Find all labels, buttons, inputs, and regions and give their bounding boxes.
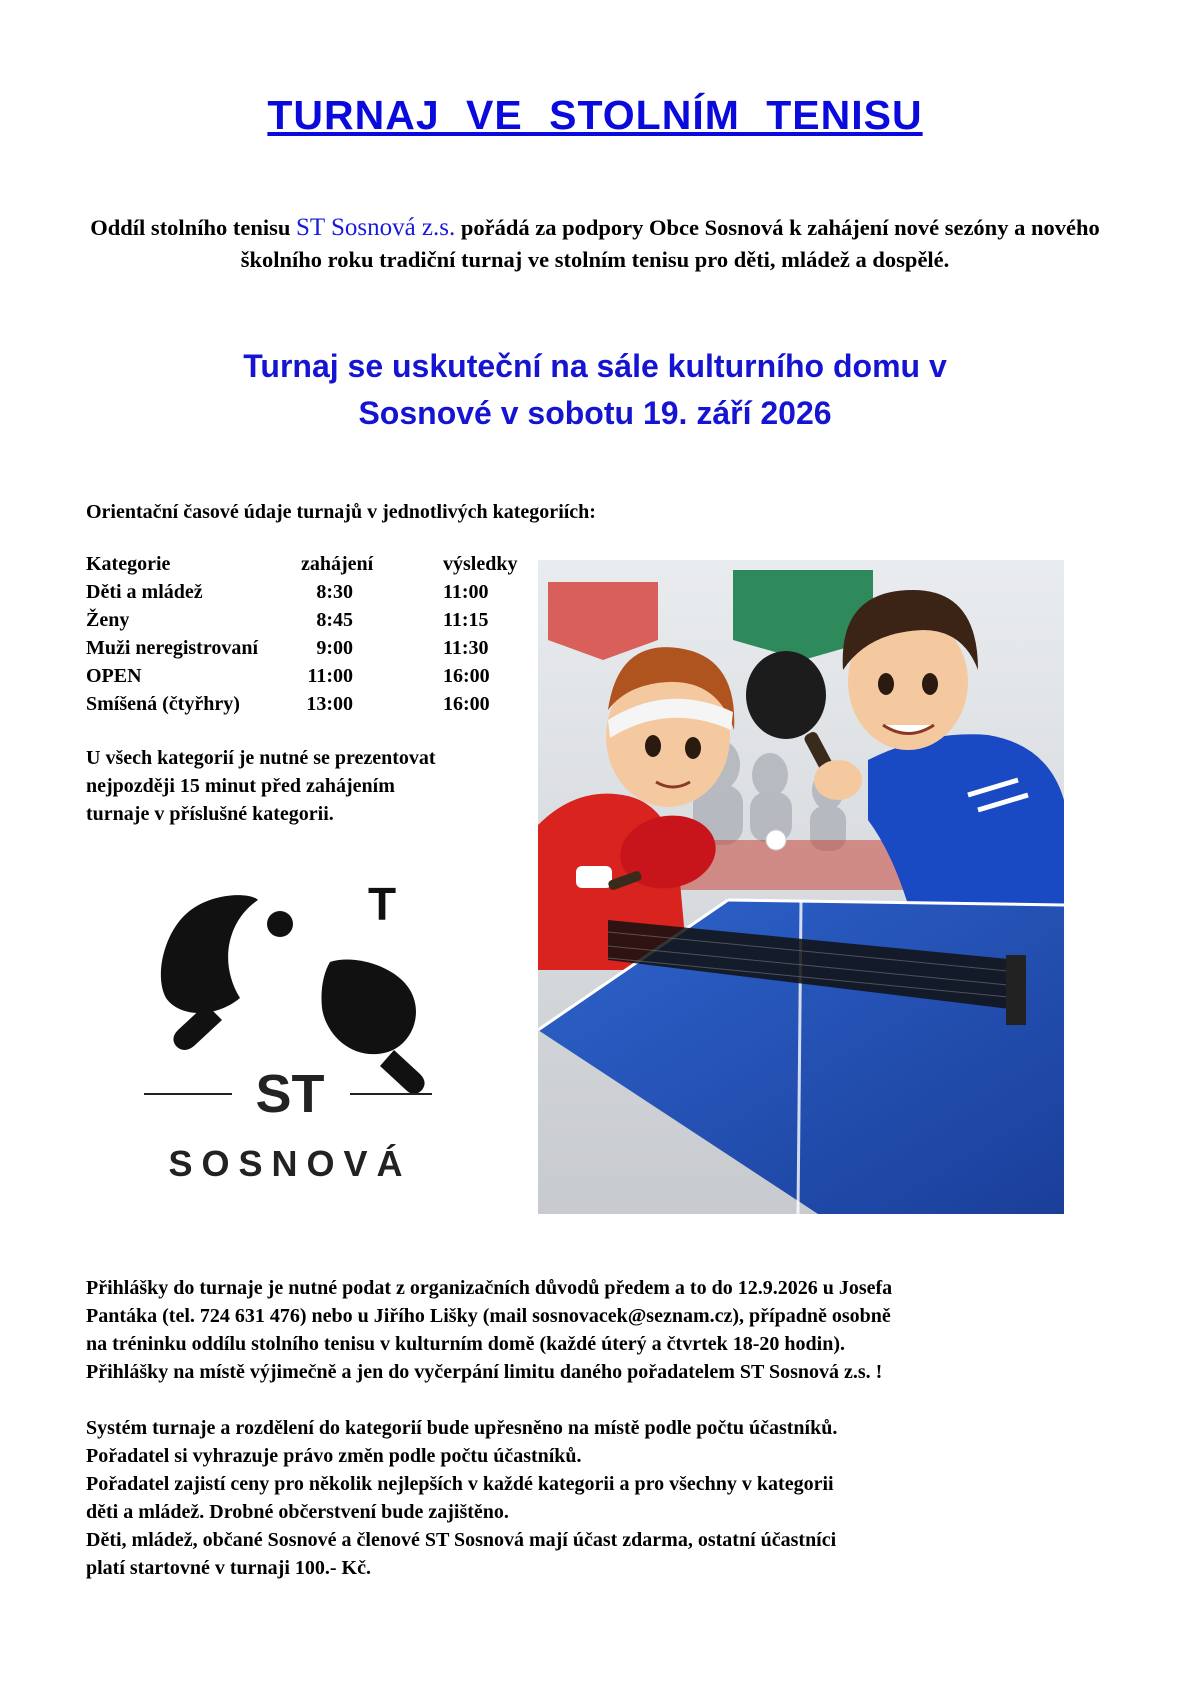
registration-line-2: Pantáka (tel. 724 631 476) nebo u Jiřího Lišky (mail sosnovacek@seznam.cz), případně osobně [86,1305,891,1327]
results-time-cell: 11:15 [443,609,489,631]
registration-line-4: Přihlášky na místě výjimečně a jen do vyčerpání limitu daného pořadatelem ST Sosnová z.s. ! [86,1361,883,1383]
system-line-1: Systém turnaje a rozdělení do kategorií bude upřesněno na místě podle počtu účastníků. [86,1417,838,1439]
table-tennis-players-illustration [538,560,1064,1214]
logo-club-name: SOSNOVÁ [168,1143,412,1184]
schedule-row [86,665,543,693]
schedule-row [86,693,543,721]
header-category: Kategorie [86,553,171,575]
poster-title: TURNAJ VE STOLNÍM TENISU [267,92,923,138]
category-cell: Ženy [86,609,130,631]
category-cell: Smíšená (čtyřhry) [86,693,240,715]
club-name: ST Sosnová z.s. [295,214,456,241]
presentation-line-3: turnaje v příslušné kategorii. [86,803,334,825]
registration-info [86,1274,1116,1386]
presentation-line-2: nejpozději 15 minut před zahájením [86,775,395,797]
logo-abbreviation-flourish: T [368,880,397,930]
announcement-line-2: Sosnové v sobotu 19. září 2026 [358,395,832,431]
results-time-cell: 11:00 [443,581,489,603]
start-time-cell: 8:30 [316,581,353,603]
header-results: výsledky [443,553,518,575]
event-announcement [60,343,1130,437]
club-logo [140,880,460,1190]
schedule-row [86,581,543,609]
system-line-4: děti a mládež. Drobné občerstvení bude zajištěno. [86,1501,509,1523]
category-cell: OPEN [86,665,142,687]
results-time-cell: 11:30 [443,637,489,659]
intro-text-end: pořádá za podpory Obce Sosnová k zahájení nové sezóny a nového školního roku tradiční turnaj ve stolním tenisu pro děti, mládež a dospělé. [240,215,1100,272]
registration-line-3: na tréninku oddílu stolního tenisu v kulturním domě (každé úterý a čtvrtek 18-20 hodin). [86,1333,845,1355]
schedule-row [86,637,543,665]
schedule-intro: Orientační časové údaje turnajů v jednotlivých kategoriích: [86,501,596,523]
results-time-cell: 16:00 [443,665,490,687]
results-time-cell: 16:00 [443,693,490,715]
ball [766,830,786,850]
black-paddle [746,651,826,739]
schedule-header-row [86,553,543,581]
header-start: zahájení [301,553,374,575]
presentation-line-1: U všech kategorií je nutné se prezentovat [86,747,436,769]
intro-paragraph [80,212,1110,276]
system-line-2: Pořadatel si vyhrazuje právo změn podle počtu účastníků. [86,1445,582,1467]
start-time-cell: 9:00 [316,637,353,659]
system-line-5: Děti, mládež, občané Sosnové a členové ST Sosnová mají účast zdarma, ostatní účastníci [86,1529,837,1551]
tournament-system-info [86,1414,1116,1582]
intro-text-start: Oddíl stolního tenisu [90,215,296,240]
schedule-row [86,609,543,637]
logo-abbreviation: ST [255,1064,325,1124]
schedule-table [86,553,543,721]
category-cell: Muži neregistrovaní [86,637,259,659]
system-line-3: Pořadatel zajistí ceny pro několik nejlepších v každé kategorii a pro všechny v kategorii [86,1473,834,1495]
start-time-cell: 11:00 [307,665,353,687]
announcement-line-1: Turnaj se uskuteční na sále kulturního domu v [243,348,947,384]
start-time-cell: 8:45 [316,609,353,631]
start-time-cell: 13:00 [306,693,353,715]
presentation-note [86,744,526,828]
registration-line-1: Přihlášky do turnaje je nutné podat z organizačních důvodů předem a to do 12.9.2026 u Josefa [86,1277,893,1299]
category-cell: Děti a mládež [86,581,203,603]
system-line-6: platí startovné v turnaji 100.- Kč. [86,1557,371,1579]
